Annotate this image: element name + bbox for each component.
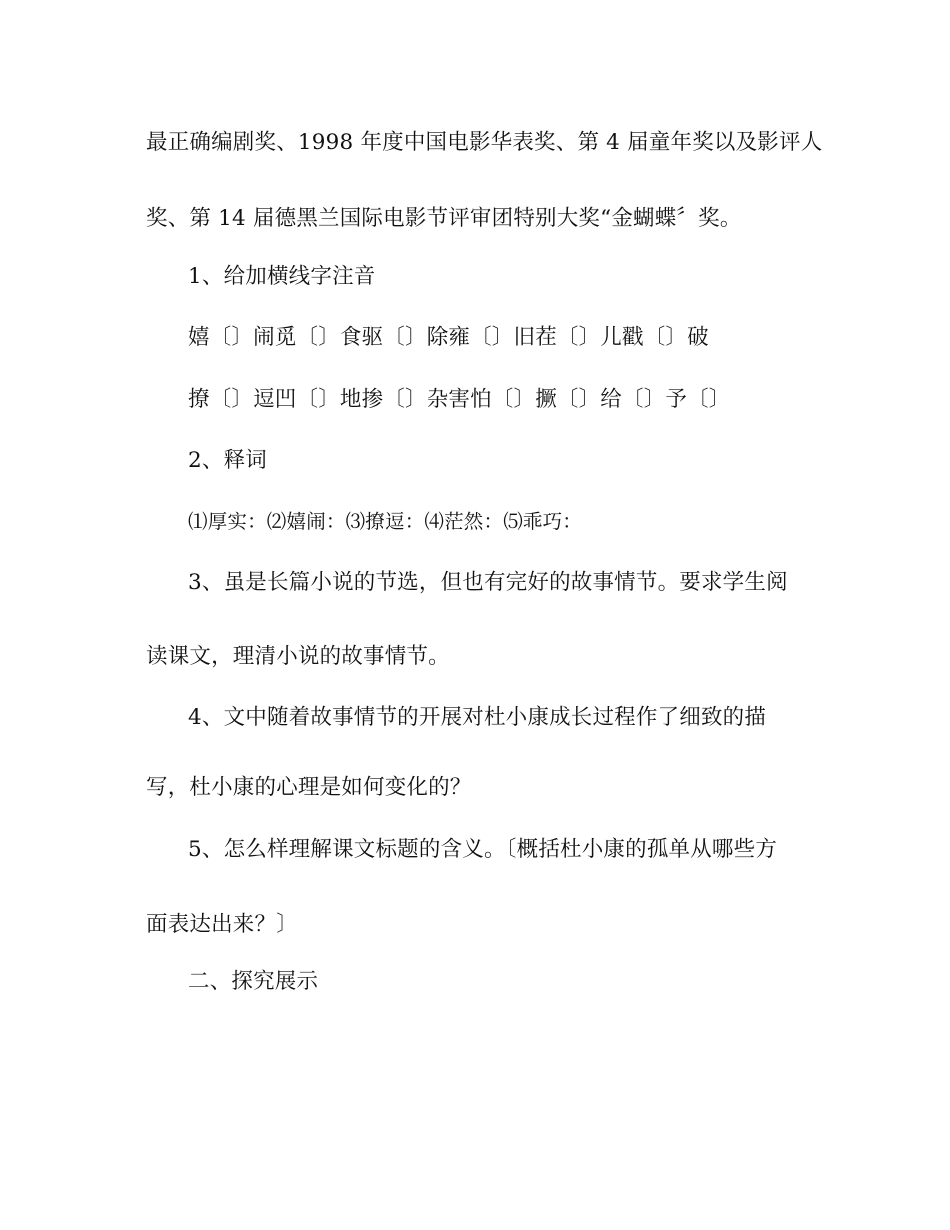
- pinyin-exercise-line-1: 嬉〔〕闹觅〔〕食驱〔〕除雍〔〕旧茬〔〕儿戳〔〕破: [188, 325, 709, 350]
- question-5-line-1: 5、怎么样理解课文标题的含义。〔概括杜小康的孤单从哪些方: [188, 837, 778, 862]
- paragraph-awards-line-2: 奖、第 14 届德黑兰国际电影节评审团特别大奖“金蝴蝶〞奖。: [146, 206, 742, 231]
- question-5-line-2: 面表达出来？〕: [146, 912, 298, 937]
- paragraph-awards-line-1: 最正确编剧奖、1998 年度中国电影华表奖、第 4 届童年奖以及影评人: [146, 130, 823, 155]
- word-explanation-items: ⑴厚实：⑵嬉闹：⑶撩逗：⑷茫然：⑸乖巧：: [188, 510, 583, 533]
- pinyin-exercise-line-2: 撩〔〕逗凹〔〕地掺〔〕杂害怕〔〕撅〔〕给〔〕予〔〕: [188, 387, 731, 412]
- section-heading-explore: 二、探究展示: [188, 969, 319, 994]
- question-3-line-1: 3、虽是长篇小说的节选，但也有完好的故事情节。要求学生阅: [188, 570, 788, 595]
- question-4-line-2: 写，杜小康的心理是如何变化的？: [146, 775, 472, 800]
- heading-pinyin-task: 1、给加横线字注音: [188, 264, 376, 289]
- question-4-line-1: 4、文中随着故事情节的开展对杜小康成长过程作了细致的描: [188, 705, 767, 730]
- question-3-line-2: 读课文，理清小说的故事情节。: [146, 644, 450, 669]
- heading-word-explanation: 2、释词: [188, 448, 267, 473]
